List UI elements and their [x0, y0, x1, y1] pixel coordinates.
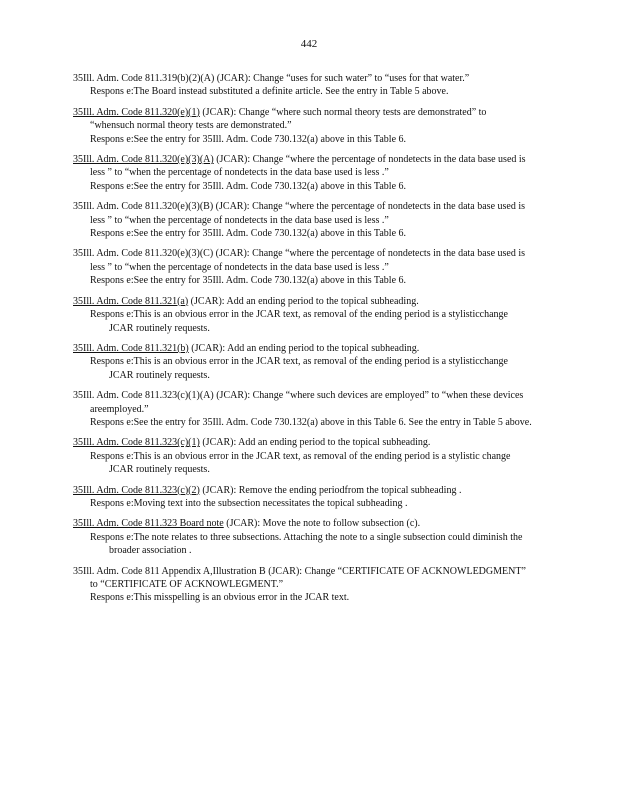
- comment-entry: [73, 200, 533, 240]
- jcar-comment: (JCAR): Move the note to follow subsection (c).: [223, 518, 421, 530]
- section-reference: 35Ill. Adm. Code 811.323(c)(1): [73, 437, 200, 449]
- jcar-comment: (JCAR): Add an ending period to the topical subheading.: [199, 437, 431, 449]
- comment-entry: [73, 72, 533, 99]
- comment-entries: [73, 72, 533, 612]
- comment-entry: [73, 436, 533, 476]
- entry-citation: [73, 200, 533, 227]
- comment-entry: [73, 106, 533, 146]
- board-response: Respons e:This is an obvious error in the JCAR text, as removal of the ending period is a stylistic change JCAR routinely requests.: [90, 450, 511, 476]
- comment-entry: [73, 517, 533, 557]
- jcar-comment: (JCAR): Change “uses for such water” to “uses for that water.”: [214, 73, 470, 84]
- jcar-comment: (JCAR): Change “where the percentage of nondetects in the data base used is less ” to “when the percentage of nondetects in the data base used is less .”: [90, 154, 526, 179]
- page-number: 442: [300, 38, 318, 50]
- board-response: Respons e:This is an obvious error in the JCAR text, as removal of the ending period is a stylisticchange JCAR routinely requests.: [90, 356, 508, 381]
- board-response: Respons e:See the entry for 35Ill. Adm. Code 730.132(a) above in this Table 6.: [90, 180, 407, 192]
- board-response: Respons e:See the entry for 35Ill. Adm. Code 730.132(a) above in this Table 6.: [90, 275, 407, 287]
- entry-citation: [73, 484, 533, 497]
- section-reference: 35Ill. Adm. Code 811.320(e)(3)(C): [73, 248, 214, 260]
- jcar-comment: (JCAR): Add an ending period to the topical subheading.: [188, 295, 419, 307]
- section-reference: 35Ill. Adm. Code 811.323(c)(2): [73, 484, 200, 496]
- comment-entry: [73, 153, 533, 193]
- jcar-comment: (JCAR): Change “where the percentage of nondetects in the data base used is less ” to “when the percentage of nondetects in the data base used is less .”: [90, 248, 526, 273]
- section-reference: 35Ill. Adm. Code 811 Appendix A,Illustration B: [73, 565, 266, 577]
- jcar-comment: (JCAR): Change “where the percentage of nondetects in the data base used is less ” to “when the percentage of nondetects in the data base used is less .”: [90, 201, 526, 226]
- comment-entry: [73, 565, 533, 605]
- entry-citation: [73, 295, 533, 308]
- board-response: Respons e:This misspelling is an obvious error in the JCAR text.: [90, 592, 350, 604]
- board-response: Respons e:See the entry for 35Ill. Adm. Code 730.132(a) above in this Table 6. See the entry in Table 5 above.: [90, 416, 532, 428]
- comment-entry: [73, 342, 533, 382]
- board-response: Respons e:The note relates to three subsections. Attaching the note to a single subsection could diminish the broader association .: [90, 531, 523, 557]
- entry-citation: [73, 247, 533, 274]
- board-response: Respons e:See the entry for 35Ill. Adm. Code 730.132(a) above in this Table 6.: [90, 133, 407, 145]
- comment-entry: [73, 484, 533, 511]
- comment-entry: [73, 295, 533, 335]
- entry-citation: [73, 106, 533, 133]
- jcar-comment: (JCAR): Change “CERTIFICATE OF ACKNOWLEDGMENT” to “CERTIFICATE OF ACKNOWLEGMENT.”: [90, 565, 526, 590]
- entry-citation: [73, 342, 533, 355]
- section-reference: 35Ill. Adm. Code 811.319(b)(2)(A): [73, 73, 215, 84]
- board-response: Respons e:Moving text into the subsection necessitates the topical subheading .: [90, 497, 408, 509]
- board-response: Respons e:This is an obvious error in the JCAR text, as removal of the ending period is a stylisticchange JCAR routinely requests.: [90, 309, 508, 334]
- jcar-comment: (JCAR): Add an ending period to the topical subheading.: [188, 342, 420, 354]
- board-response: Respons e:See the entry for 35Ill. Adm. Code 730.132(a) above in this Table 6.: [90, 228, 407, 240]
- entry-citation: [73, 72, 533, 85]
- entry-citation: [73, 389, 533, 416]
- board-response: Respons e:The Board instead substituted a definite article. See the entry in Table 5 above.: [90, 86, 449, 98]
- comment-entry: [73, 389, 533, 429]
- entry-citation: [73, 565, 533, 592]
- jcar-comment: (JCAR): Remove the ending periodfrom the topical subheading .: [199, 484, 462, 496]
- section-reference: 35Ill. Adm. Code 811.323 Board note: [73, 518, 224, 530]
- section-reference: 35Ill. Adm. Code 811.321(b): [73, 342, 189, 354]
- section-reference: 35Ill. Adm. Code 811.323(c)(1)(A): [73, 390, 214, 402]
- comment-entry: [73, 247, 533, 287]
- jcar-comment: (JCAR): Change “where such normal theory tests are demonstrated” to “whensuch normal theory tests are demonstrated.”: [90, 106, 487, 132]
- jcar-comment: (JCAR): Change “where such devices are employed” to “when these devices areemployed.”: [90, 390, 524, 415]
- section-reference: 35Ill. Adm. Code 811.321(a): [73, 295, 189, 307]
- entry-citation: [73, 153, 533, 180]
- entry-citation: [73, 436, 533, 449]
- section-reference: 35Ill. Adm. Code 811.320(e)(3)(A): [73, 154, 214, 166]
- entry-citation: [73, 517, 533, 530]
- section-reference: 35Ill. Adm. Code 811.320(e)(1): [73, 106, 200, 118]
- section-reference: 35Ill. Adm. Code 811.320(e)(3)(B): [73, 201, 214, 213]
